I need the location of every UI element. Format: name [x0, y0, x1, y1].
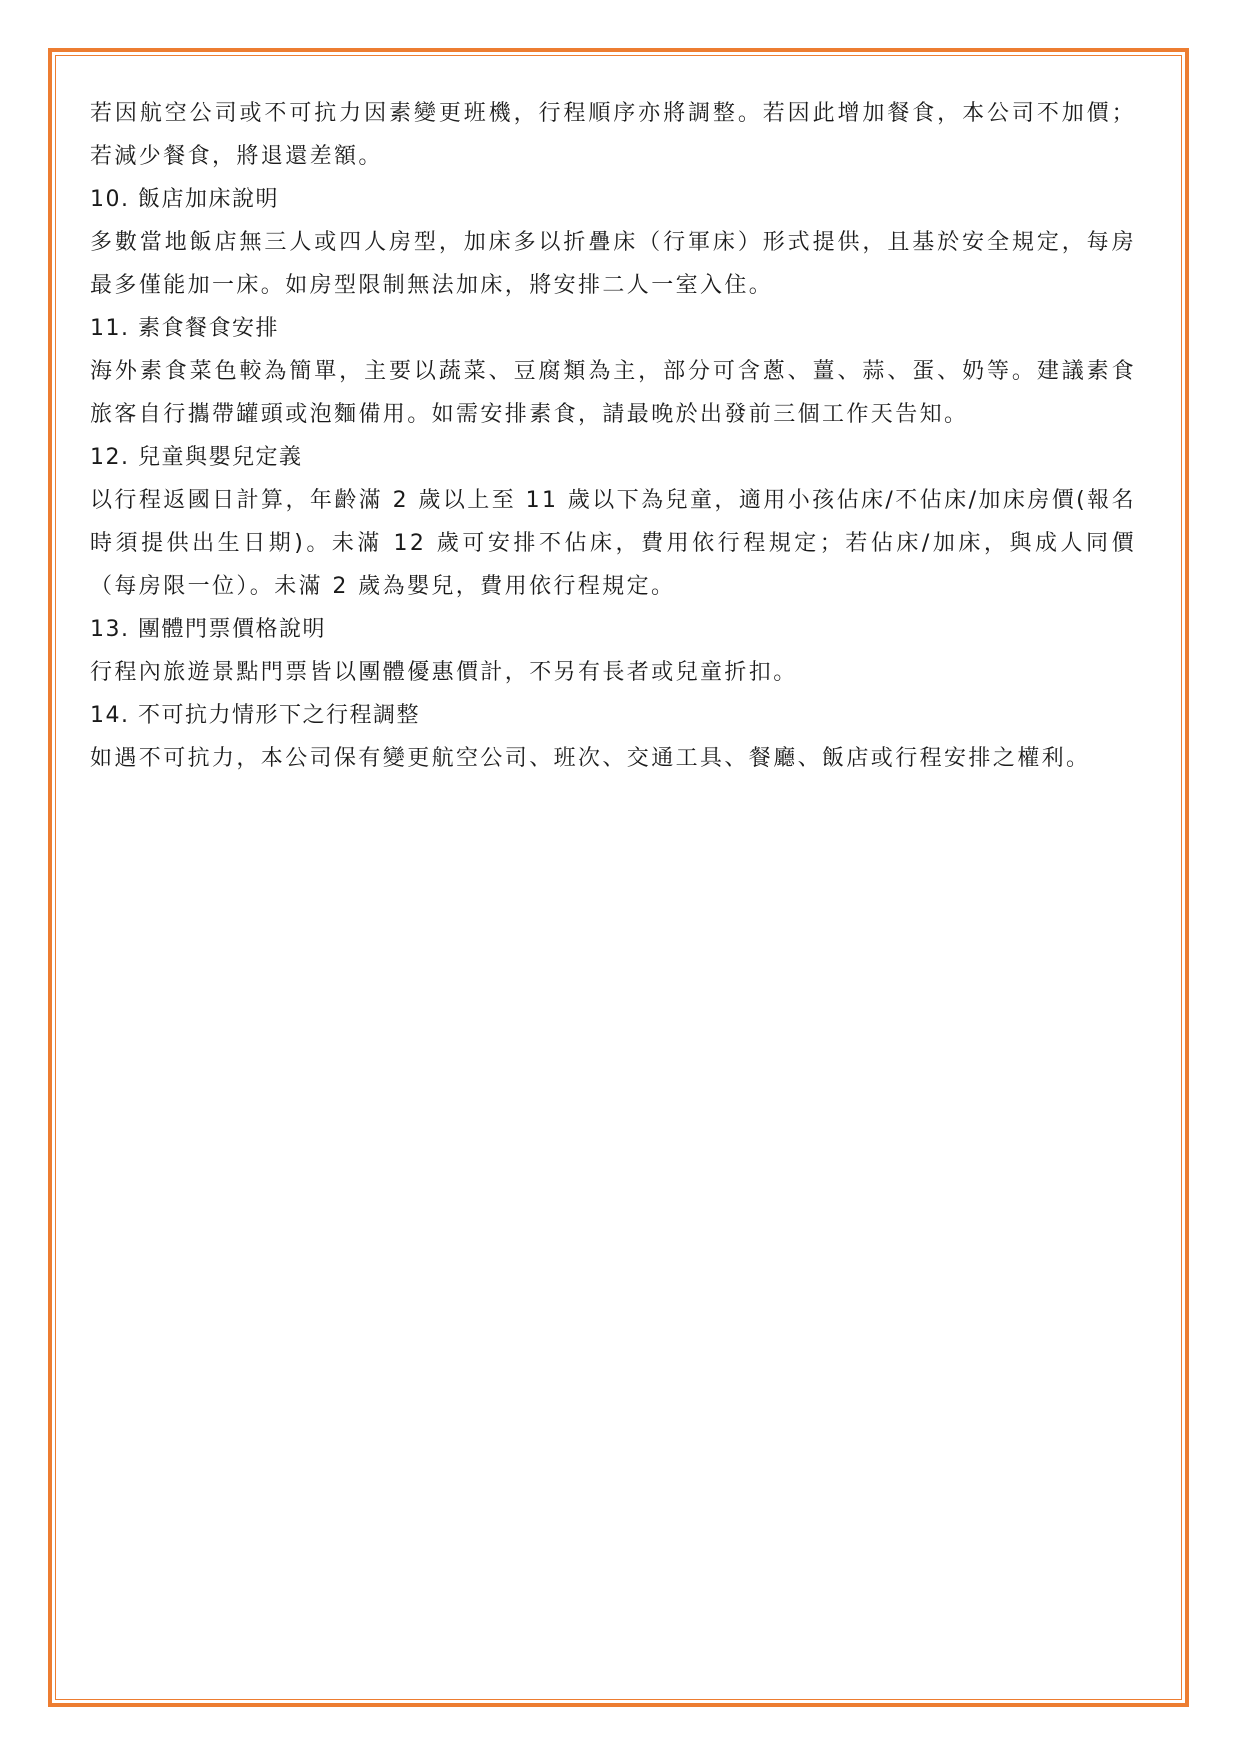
section-13-body: 行程內旅遊景點門票皆以團體優惠價計，不另有長者或兒童折扣。 [90, 660, 798, 685]
section-11-body: 海外素食菜色較為簡單，主要以蔬菜、豆腐類為主，部分可含蔥、薑、蒜、蛋、奶等。建議素食旅客自行攜帶罐頭或泡麵備用。如需安排素食，請最晚於出發前三個工作天告知。 [90, 359, 1136, 427]
section-12-body: 以行程返國日計算，年齡滿 2 歲以上至 11 歲以下為兒童，適用小孩佔床/不佔床/加床房價(報名時須提供出生日期)。未滿 12 歲可安排不佔床，費用依行程規定；若佔床/加床，與成人同價（每房限一位）。未滿 2 歲為嬰兒，費用依行程規定。 [90, 488, 1136, 599]
section-14-body: 如遇不可抗力，本公司保有變更航空公司、班次、交通工具、餐廳、飯店或行程安排之權利。 [90, 746, 1091, 771]
section-13-heading: 13. 團體門票價格說明 [90, 617, 326, 642]
section-10-heading: 10. 飯店加床說明 [90, 187, 279, 212]
section-11-heading: 11. 素食餐食安排 [90, 316, 279, 341]
document-body [90, 92, 1136, 780]
section-10-body: 多數當地飯店無三人或四人房型，加床多以折疊床（行軍床）形式提供，且基於安全規定，每房最多僅能加一床。如房型限制無法加床，將安排二人一室入住。 [90, 230, 1136, 298]
section-14-heading: 14. 不可抗力情形下之行程調整 [90, 703, 420, 728]
section-12-heading: 12. 兒童與嬰兒定義 [90, 445, 303, 470]
section-0-body: 若因航空公司或不可抗力因素變更班機，行程順序亦將調整。若因此增加餐食，本公司不加價；若減少餐食，將退還差額。 [90, 101, 1136, 169]
